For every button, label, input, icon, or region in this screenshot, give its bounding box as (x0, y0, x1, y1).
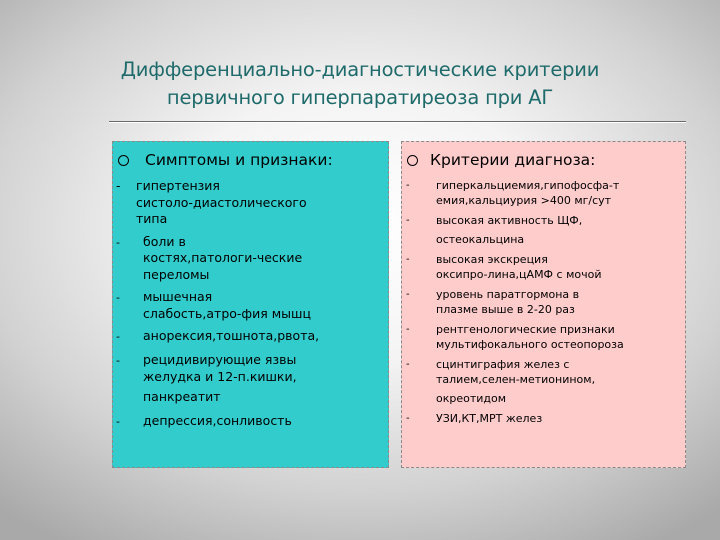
list-item (116, 178, 388, 228)
title-divider (109, 121, 686, 123)
diagnosis-criteria-panel (401, 141, 686, 468)
list-item-text: высокая экскреция оксипро-лина,цАМФ с мочой (436, 253, 602, 281)
list-item-text: УЗИ,КТ,МРТ желез (436, 412, 543, 425)
dash-bullet: - (116, 414, 120, 428)
list-item (116, 289, 388, 322)
list-item-text: депрессия,сонливость (143, 412, 292, 428)
list-item-text: боли в костях,патологи-ческие переломы (143, 233, 303, 282)
dash-bullet: - (116, 291, 120, 304)
slide-title (40, 56, 680, 112)
list-item-text: анорексия,тошнота,рвота, (143, 328, 320, 343)
symptoms-panel (112, 141, 389, 468)
list-item (406, 252, 685, 282)
list-item-text: рецидивирующие язвы желудка и 12-п.кишки, (143, 352, 297, 384)
list-item (116, 328, 388, 346)
criteria-header (407, 151, 685, 170)
list-item (406, 322, 685, 352)
dash-bullet: - (116, 235, 120, 249)
dash-bullet: - (406, 254, 410, 265)
list-item (406, 213, 685, 228)
dash-bullet: - (406, 324, 410, 335)
list-item-continuation: окреотидом (436, 392, 507, 405)
dash-bullet: - (406, 413, 410, 424)
list-item-continuation: панкреатит (143, 389, 221, 404)
list-item-text: рентгенологические признаки мультифокального остеопороза (436, 323, 624, 351)
dash-bullet: - (406, 289, 410, 300)
list-item (116, 352, 388, 385)
dash-bullet: - (116, 330, 120, 343)
circle-bullet-icon (118, 155, 129, 166)
dash-bullet: - (406, 180, 410, 191)
list-item-text: сцинтиграфия желез с талием,селен-метионином, (436, 358, 596, 386)
list-item-text: гиперкальциемия,гипофосфа-т емия,кальциурия >400 мг/сут (436, 179, 620, 207)
dash-bullet: - (406, 215, 410, 226)
circle-bullet-icon (407, 155, 418, 166)
list-item (406, 357, 685, 387)
list-item-continuation: остеокальцина (436, 233, 525, 246)
list-item-text: мышечная слабость,атро-фия мышц (143, 289, 311, 321)
list-item-text: гипертензия систоло-диастолического типа (136, 178, 307, 226)
dash-bullet: - (116, 178, 121, 193)
list-item (406, 411, 685, 426)
list-item-text: высокая активность ЩФ, (436, 214, 583, 227)
list-item-text: уровень паратгормона в плазме выше в 2-20 раз (436, 288, 580, 316)
list-item (406, 178, 685, 208)
dash-bullet: - (116, 354, 120, 367)
list-item (116, 413, 388, 431)
symptoms-header-label: Симптомы и признаки: (145, 151, 333, 169)
dash-bullet: - (406, 359, 410, 370)
symptoms-header (118, 151, 388, 170)
list-item (406, 287, 685, 317)
title-line-2: первичного гиперпаратиреоза при АГ (166, 86, 554, 109)
title-line-1: Дифференциально-диагностические критерии (120, 58, 600, 81)
list-item (116, 234, 388, 284)
criteria-header-label: Критерии диагноза: (430, 151, 596, 169)
